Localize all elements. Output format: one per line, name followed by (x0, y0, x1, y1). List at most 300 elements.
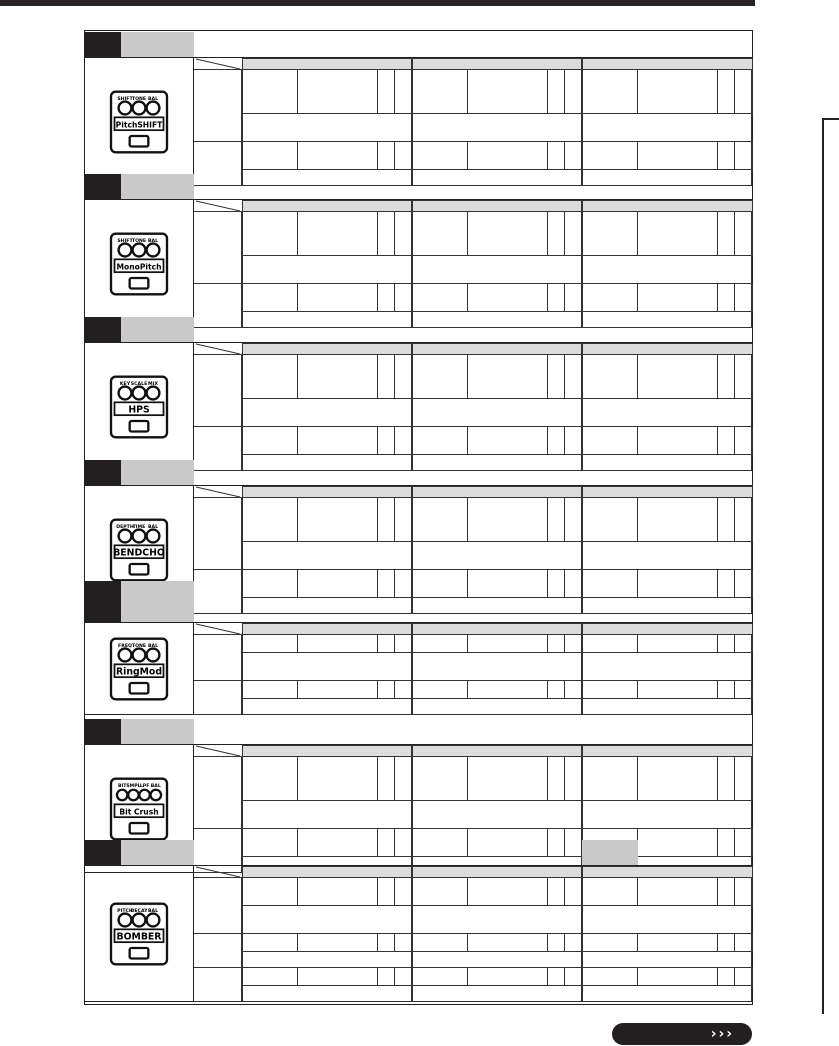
param-cell (548, 142, 565, 170)
param-cell (638, 212, 718, 256)
param-cell (752, 70, 753, 114)
param-cell (298, 70, 378, 114)
effect-section-bomber (84, 840, 753, 1002)
param-cell (378, 70, 395, 114)
knob-column-headers (242, 200, 753, 212)
knob-column-header (412, 200, 582, 212)
param-cell (718, 757, 735, 801)
param-description-cell (582, 801, 752, 829)
param-cell (298, 142, 378, 170)
param-cell (565, 284, 582, 312)
param-cell (468, 212, 548, 256)
param-cell (468, 757, 548, 801)
knob-icon (132, 913, 145, 926)
param-cell (412, 212, 468, 256)
param-cell (468, 878, 548, 906)
param-cell (468, 635, 548, 653)
knob-label: DECAY (130, 908, 147, 914)
param-cell (395, 212, 412, 256)
effect-name-cell (121, 840, 194, 865)
knob-column-header (582, 745, 753, 757)
footswitch-icon (129, 278, 148, 289)
param-cell (735, 212, 752, 256)
param-cell (468, 284, 548, 312)
param-cell (718, 142, 735, 170)
knob-column-headers (242, 58, 753, 70)
param-cell (735, 427, 752, 455)
param-cell (548, 968, 565, 986)
footswitch-icon (129, 421, 148, 432)
param-cell (752, 498, 753, 542)
param-cell (718, 427, 735, 455)
param-description-cell (242, 542, 412, 570)
param-cell (468, 142, 548, 170)
effect-name-cell (121, 460, 194, 485)
param-cell (582, 934, 638, 952)
next-page-button[interactable]: ››› (612, 1023, 752, 1045)
knob-label: SCALE (130, 381, 147, 387)
param-cell (378, 635, 395, 653)
param-description-cell (582, 986, 752, 1002)
param-cell (378, 878, 395, 906)
effect-section-mono-pitch (84, 174, 753, 328)
knob-column-header (242, 866, 412, 878)
knob-label: BAL (147, 238, 158, 244)
param-cell (378, 498, 395, 542)
param-description-cell (412, 952, 582, 968)
param-cell (378, 968, 395, 986)
pedal-image (84, 58, 194, 186)
row-label-cell (194, 757, 242, 829)
param-cell (548, 70, 565, 114)
param-cell (395, 70, 412, 114)
param-cell (298, 757, 378, 801)
param-cell (548, 934, 565, 952)
param-description-cell (242, 986, 412, 1002)
knob-column-header (412, 623, 582, 635)
knob-column-header (242, 623, 412, 635)
knob-icon (132, 648, 145, 661)
param-cell (582, 878, 638, 906)
knob-icon (132, 101, 145, 114)
param-description-cell (582, 542, 752, 570)
param-description-cell (242, 256, 412, 284)
param-cell (548, 757, 565, 801)
knob-icon (132, 243, 145, 256)
param-description-cell (582, 653, 752, 681)
knob-label: BAL (150, 783, 161, 789)
param-cell (752, 355, 753, 399)
param-cell (565, 142, 582, 170)
param-description-cell (242, 801, 412, 829)
footswitch-icon (129, 823, 148, 834)
knob-label: SHIFT (116, 238, 133, 244)
param-cell (378, 355, 395, 399)
footswitch-icon (129, 564, 148, 575)
footswitch-icon (129, 948, 148, 959)
knob-icon (146, 529, 159, 542)
param-cell (412, 635, 468, 653)
param-cell (395, 757, 412, 801)
param-cell (582, 70, 638, 114)
param-cell (548, 681, 565, 699)
knob-icon (146, 243, 159, 256)
param-cell (548, 284, 565, 312)
param-cell (395, 681, 412, 699)
parameter-table (194, 866, 753, 1002)
knob-icon (118, 101, 131, 114)
effect-number-badge (84, 840, 121, 865)
knob-label: TIME (132, 524, 145, 530)
pedal-image (84, 343, 194, 471)
knob-label: BIT (117, 783, 126, 789)
param-cell (582, 427, 638, 455)
knob-label: BAL (147, 524, 158, 530)
param-cell (242, 681, 298, 699)
param-cell (412, 427, 468, 455)
param-description-cell (412, 542, 582, 570)
param-cell (638, 498, 718, 542)
param-cell (412, 968, 468, 986)
param-cell (718, 681, 735, 699)
param-description-cell (582, 114, 752, 142)
pedal-name-label: Bit Crush (118, 806, 159, 816)
effect-header (84, 460, 753, 486)
param-cell (565, 934, 582, 952)
param-cell (395, 142, 412, 170)
param-cell (638, 355, 718, 399)
knob-label: DEPTH (115, 524, 134, 530)
param-cell (242, 70, 298, 114)
param-cell (378, 212, 395, 256)
effect-name-cell (121, 174, 194, 199)
knob-label: TONE (131, 643, 146, 649)
knob-column-header (582, 200, 753, 212)
param-cell (242, 284, 298, 312)
param-cell (395, 427, 412, 455)
row-label-cell (194, 498, 242, 570)
param-cell (548, 212, 565, 256)
param-cell (638, 70, 718, 114)
param-cell (582, 212, 638, 256)
param-description-cell (242, 952, 412, 968)
knob-column-headers (242, 343, 753, 355)
effect-description-cell (194, 460, 753, 485)
param-cell (395, 635, 412, 653)
param-cell (298, 635, 378, 653)
param-cell (718, 878, 735, 906)
param-cell (378, 142, 395, 170)
knob-column-header (582, 623, 753, 635)
param-cell (565, 427, 582, 455)
param-cell (718, 355, 735, 399)
param-cell (565, 212, 582, 256)
param-cell (752, 142, 753, 170)
knob-icon (132, 529, 145, 542)
effect-number-badge (84, 317, 121, 342)
param-cell (412, 498, 468, 542)
knob-column-header (242, 58, 412, 70)
footswitch-icon (129, 683, 148, 694)
knob-icon (146, 386, 159, 399)
param-cell (718, 70, 735, 114)
pedal-image (84, 623, 194, 715)
param-cell (638, 757, 718, 801)
knob-icon (150, 789, 161, 800)
knob-column-headers (242, 623, 753, 635)
effect-number-badge (84, 581, 121, 622)
param-cell (735, 142, 752, 170)
knob-label: BAL (147, 96, 158, 102)
param-cell (412, 757, 468, 801)
effect-section-pitch-shift (84, 32, 753, 186)
param-cell (638, 681, 718, 699)
knob-column-headers (242, 745, 753, 757)
param-cell (242, 212, 298, 256)
param-description-cell (242, 114, 412, 142)
effect-name-cell (121, 32, 194, 57)
param-cell (298, 681, 378, 699)
knob-column-header (412, 866, 582, 878)
param-cell (565, 968, 582, 986)
parameter-table (194, 58, 753, 186)
param-description-cell (582, 699, 752, 715)
param-cell (298, 498, 378, 542)
effect-name-cell (121, 581, 194, 622)
knob-label: TONE (131, 238, 146, 244)
param-cell (735, 968, 752, 986)
effect-header (84, 317, 753, 343)
parameter-table (194, 200, 753, 328)
param-cell (638, 635, 718, 653)
table-corner (194, 866, 242, 878)
knob-icon (118, 648, 131, 661)
param-cell (548, 878, 565, 906)
effect-header (84, 581, 753, 623)
param-description-cell (412, 256, 582, 284)
footswitch-icon (129, 136, 148, 147)
param-cell (735, 498, 752, 542)
table-corner (194, 745, 242, 757)
knob-label: PITCH (116, 908, 133, 914)
param-cell (242, 427, 298, 455)
param-cell (242, 635, 298, 653)
row-label-cell (194, 934, 242, 968)
param-cell (582, 355, 638, 399)
param-cell (412, 681, 468, 699)
param-cell (298, 968, 378, 986)
param-cell (395, 498, 412, 542)
top-rule (0, 0, 755, 6)
knob-label: SMPL (125, 783, 141, 789)
effect-number-badge (84, 460, 121, 485)
effect-name-cell (121, 317, 194, 342)
param-cell (298, 934, 378, 952)
knob-label: LPF (139, 783, 149, 789)
param-description-cell (412, 986, 582, 1002)
param-description-cell (582, 399, 752, 427)
param-cell (735, 934, 752, 952)
knob-label: SHIFT (116, 96, 133, 102)
param-cell (242, 878, 298, 906)
knob-column-headers (242, 486, 753, 498)
param-cell (468, 934, 548, 952)
param-cell (752, 934, 753, 952)
knob-column-header (242, 343, 412, 355)
param-cell (378, 757, 395, 801)
knob-column-header (242, 200, 412, 212)
param-cell (638, 427, 718, 455)
pedal-name-label: RingMod (115, 665, 162, 677)
knob-icon (118, 913, 131, 926)
param-cell (242, 142, 298, 170)
param-cell (548, 635, 565, 653)
knob-column-header (582, 58, 753, 70)
param-cell (412, 284, 468, 312)
param-description-cell (242, 906, 412, 934)
knob-icon (139, 789, 150, 800)
param-cell (735, 681, 752, 699)
row-label-cell (194, 681, 242, 715)
param-description-cell (242, 399, 412, 427)
pedal-image (84, 866, 194, 1002)
effect-section-ring-mod (84, 581, 753, 715)
pedal-name-label: PitchSHIFT (115, 119, 162, 129)
param-cell (638, 878, 718, 906)
param-description-cell (412, 399, 582, 427)
param-cell (242, 934, 298, 952)
param-cell (582, 284, 638, 312)
effect-header (84, 840, 753, 866)
knob-icon (128, 789, 138, 800)
param-cell (548, 498, 565, 542)
knob-column-header (412, 343, 582, 355)
effect-description-cell (194, 581, 753, 622)
knob-label: FREQ (117, 643, 132, 649)
row-label-cell (194, 212, 242, 284)
param-cell (298, 355, 378, 399)
param-description-cell (412, 653, 582, 681)
knob-icon (146, 648, 159, 661)
param-cell (735, 757, 752, 801)
param-cell (735, 284, 752, 312)
param-cell (735, 70, 752, 114)
param-cell (395, 934, 412, 952)
param-cell (565, 878, 582, 906)
effect-number-badge (84, 174, 121, 199)
param-cell (582, 498, 638, 542)
effect-description-cell (194, 174, 753, 199)
param-cell (582, 757, 638, 801)
knob-column-header (242, 486, 412, 498)
param-cell (718, 284, 735, 312)
param-cell (378, 427, 395, 455)
param-cell (752, 284, 753, 312)
param-cell (242, 968, 298, 986)
pedal-name-label: MonoPitch (115, 261, 162, 271)
knob-column-header (242, 745, 412, 757)
param-cell (582, 681, 638, 699)
param-cell (412, 70, 468, 114)
param-cell (412, 934, 468, 952)
knob-column-header (582, 343, 753, 355)
param-cell (298, 427, 378, 455)
knob-label: BAL (147, 643, 158, 649)
param-cell (242, 498, 298, 542)
param-cell (242, 757, 298, 801)
param-cell (298, 212, 378, 256)
knob-icon (146, 913, 159, 926)
param-cell (412, 878, 468, 906)
param-cell (468, 427, 548, 455)
param-cell (752, 968, 753, 986)
param-description-cell (242, 653, 412, 681)
knob-column-headers (242, 866, 753, 878)
param-cell (565, 681, 582, 699)
row-label-cell (194, 355, 242, 427)
table-corner (194, 486, 242, 498)
param-cell (395, 968, 412, 986)
effect-description-cell (194, 840, 753, 865)
effect-description-cell (194, 719, 753, 744)
param-cell (735, 635, 752, 653)
pedal-name-label: BENDCHO (112, 546, 165, 558)
param-cell (565, 498, 582, 542)
knob-icon (146, 101, 159, 114)
knob-icon (116, 789, 127, 800)
param-cell (378, 934, 395, 952)
param-cell (395, 355, 412, 399)
effect-header (84, 32, 753, 58)
param-cell (735, 878, 752, 906)
param-description-cell (412, 114, 582, 142)
knob-icon (118, 386, 131, 399)
param-cell (718, 934, 735, 952)
param-cell (548, 427, 565, 455)
param-cell (468, 498, 548, 542)
param-cell (378, 681, 395, 699)
knob-column-header (412, 58, 582, 70)
table-corner (194, 343, 242, 355)
param-cell (752, 681, 753, 699)
effect-section-hps (84, 317, 753, 471)
param-description-cell (412, 801, 582, 829)
knob-label: BAL (147, 908, 158, 914)
parameter-table (194, 343, 753, 471)
table-corner (194, 58, 242, 70)
param-cell (752, 757, 753, 801)
effect-number-badge (84, 32, 121, 57)
knob-column-header (412, 745, 582, 757)
effect-name-cell (121, 719, 194, 744)
row-label-cell (194, 878, 242, 934)
knob-icon (118, 243, 131, 256)
table-corner (194, 623, 242, 635)
param-cell (378, 284, 395, 312)
param-cell (565, 70, 582, 114)
param-cell (718, 498, 735, 542)
param-cell (718, 212, 735, 256)
param-cell (638, 968, 718, 986)
knob-label: KEY (119, 381, 130, 387)
knob-column-header (582, 866, 753, 878)
param-cell (752, 878, 753, 906)
param-cell (412, 355, 468, 399)
pedal-name-label: HPS (127, 403, 150, 415)
param-description-cell (582, 256, 752, 284)
param-description-cell (582, 906, 752, 934)
param-description-cell (412, 699, 582, 715)
